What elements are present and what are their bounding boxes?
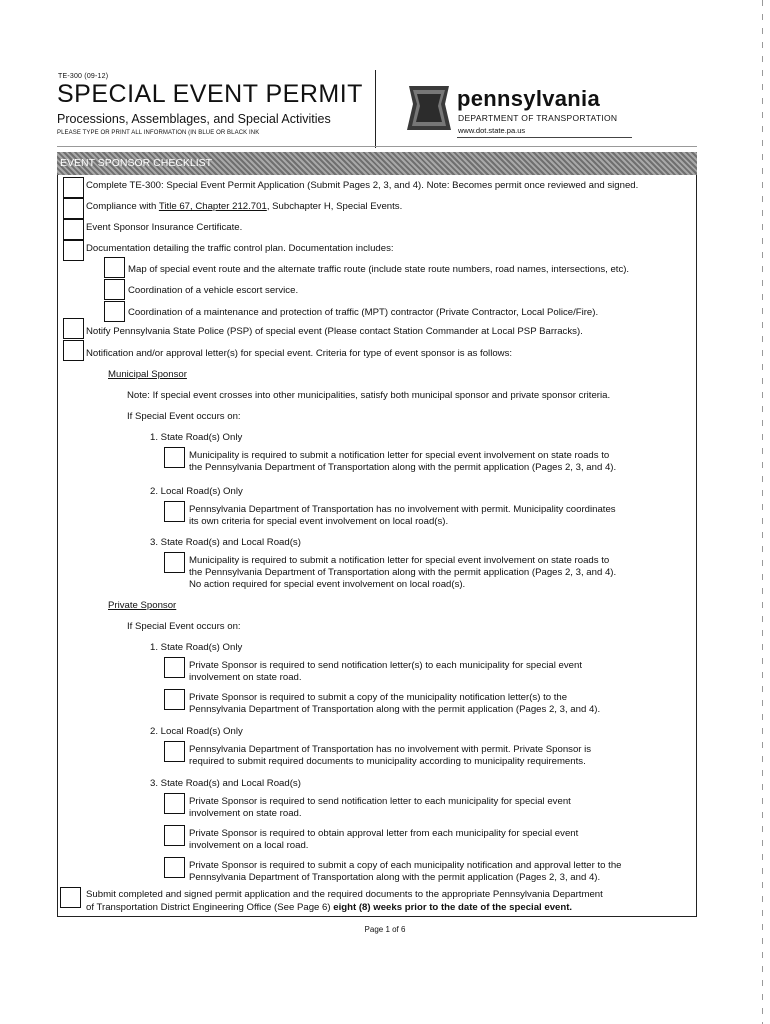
private-state-copy-line1: Private Sponsor is required to submit a copy of the municipality notification letter(s) to the — [189, 692, 568, 703]
checkbox-notify-psp[interactable] — [63, 318, 84, 339]
private-state-notify-line2: involvement on state road. — [189, 672, 302, 683]
checkbox-private-local-only[interactable] — [164, 741, 185, 762]
checkbox-municipal-local-only[interactable] — [164, 501, 185, 522]
municipal-note: Note: If special event crosses into other municipalities, satisfy both municipal sponsor and private sponsor criteria. — [127, 390, 611, 401]
municipal-state-local-line2: the Pennsylvania Department of Transportation along with the permit application (Pages 2, 3, and 4). — [189, 567, 617, 578]
item-complete-te300: Complete TE-300: Special Event Permit Application (Submit Pages 2, 3, and 4). Note: Becomes permit once reviewed and signed. — [86, 180, 639, 191]
checkbox-private-state-local-copy[interactable] — [164, 857, 185, 878]
section-title: EVENT SPONSOR CHECKLIST — [60, 157, 213, 169]
keystone-logo-icon — [405, 84, 453, 132]
submit-application-line1: Submit completed and signed permit application and the required documents to the appropriate Pennsylvania Department — [86, 889, 603, 900]
checkbox-notification-letters[interactable] — [63, 340, 84, 361]
scan-edge — [762, 0, 763, 1024]
item-notification-letters: Notification and/or approval letter(s) for special event. Criteria for type of event sponsor is as follows: — [86, 348, 513, 359]
municipal-occurs-label: If Special Event occurs on: — [127, 411, 241, 422]
header-rule — [57, 146, 697, 147]
ink-instruction: PLEASE TYPE OR PRINT ALL INFORMATION (IN BLUE OR BLACK INK — [57, 130, 260, 136]
private-state-local-copy-line1: Private Sponsor is required to submit a copy of each municipality notification and approval letter to the — [189, 860, 622, 871]
private-local-only-label: 2. Local Road(s) Only — [150, 726, 243, 737]
deadline-text: eight (8) weeks prior to the date of the special event. — [333, 902, 573, 913]
municipal-state-local-line3: No action required for special event involvement on local road(s). — [189, 579, 466, 590]
private-local-only-line2: required to submit required documents to municipality according to municipality requirements. — [189, 756, 586, 767]
private-state-local-approval-line2: involvement on a local road. — [189, 840, 309, 851]
department-name: DEPARTMENT OF TRANSPORTATION — [458, 113, 618, 123]
private-state-local-notify-line2: involvement on state road. — [189, 808, 302, 819]
checkbox-escort-service[interactable] — [104, 279, 125, 300]
form-number: TE-300 (09-12) — [58, 73, 109, 80]
checkbox-private-state-notify[interactable] — [164, 657, 185, 678]
municipal-state-only-line2: the Pennsylvania Department of Transportation along with the permit application (Pages 2, 3, and 4). — [189, 462, 617, 473]
title67-link[interactable]: Title 67, Chapter 212.701 — [158, 201, 267, 212]
item-route-map: Map of special event route and the alternate traffic route (include state route numbers, road names, intersections, etc). — [128, 264, 630, 275]
private-state-local-approval-line1: Private Sponsor is required to obtain approval letter from each municipality for special event — [189, 828, 579, 839]
private-local-only-line1: Pennsylvania Department of Transportation has no involvement with permit. Private Sponsor is — [189, 744, 592, 755]
checkbox-private-state-local-notify[interactable] — [164, 793, 185, 814]
municipal-local-only-line1: Pennsylvania Department of Transportation has no involvement with permit. Municipality coordinates — [189, 504, 616, 515]
item-traffic-control-plan: Documentation detailing the traffic control plan. Documentation includes: — [86, 243, 394, 254]
website-link[interactable]: www.dot.state.pa.us — [458, 126, 526, 135]
section-header — [57, 152, 697, 175]
item-insurance-certificate: Event Sponsor Insurance Certificate. — [86, 222, 243, 233]
brand-wordmark: pennsylvania — [457, 86, 600, 111]
checkbox-traffic-control-plan[interactable] — [63, 240, 84, 261]
item-notify-psp: Notify Pennsylvania State Police (PSP) of special event (Please contact Station Commander at Local PSP Barracks). — [86, 326, 583, 337]
municipal-local-only-label: 2. Local Road(s) Only — [150, 486, 243, 497]
checkbox-submit-application[interactable] — [60, 887, 81, 908]
municipal-state-only-line1: Municipality is required to submit a notification letter for special event involvement on state roads to — [189, 450, 610, 461]
submit-application-line2: of Transportation District Engineering Office (See Page 6) eight (8) weeks prior to the date of the special event. — [86, 902, 573, 913]
private-state-only-label: 1. State Road(s) Only — [150, 642, 243, 653]
checkbox-municipal-state-only[interactable] — [164, 447, 185, 468]
checkbox-private-state-copy[interactable] — [164, 689, 185, 710]
brand-rule — [457, 137, 632, 138]
checkbox-mpt-contractor[interactable] — [104, 301, 125, 322]
private-state-copy-line2: Pennsylvania Department of Transportation along with the permit application (Pages 2, 3, and 4). — [189, 704, 601, 715]
private-state-local-label: 3. State Road(s) and Local Road(s) — [150, 778, 301, 789]
page-number: Page 1 of 6 — [364, 925, 406, 934]
municipal-sponsor-heading: Municipal Sponsor — [108, 369, 187, 380]
private-occurs-label: If Special Event occurs on: — [127, 621, 241, 632]
page-subtitle: Processions, Assemblages, and Special Activities — [57, 112, 331, 126]
municipal-state-only-label: 1. State Road(s) Only — [150, 432, 243, 443]
municipal-local-only-line2: its own criteria for special event involvement on local road(s). — [189, 516, 449, 527]
item-compliance-title67: Compliance with Title 67, Chapter 212.701, Subchapter H, Special Events. — [86, 201, 403, 212]
item-mpt-contractor: Coordination of a maintenance and protection of traffic (MPT) contractor (Private Contractor, Local Police/Fire). — [128, 307, 599, 318]
private-state-notify-line1: Private Sponsor is required to send notification letter(s) to each municipality for special event — [189, 660, 583, 671]
private-state-local-copy-line2: Pennsylvania Department of Transportation along with the permit application (Pages 2, 3, and 4). — [189, 872, 601, 883]
private-sponsor-heading: Private Sponsor — [108, 600, 177, 611]
private-state-local-notify-line1: Private Sponsor is required to send notification letter to each municipality for special event — [189, 796, 571, 807]
checkbox-route-map[interactable] — [104, 257, 125, 278]
municipal-state-local-label: 3. State Road(s) and Local Road(s) — [150, 537, 301, 548]
checkbox-compliance-title67[interactable] — [63, 198, 84, 219]
municipal-state-local-line1: Municipality is required to submit a notification letter for special event involvement on state roads to — [189, 555, 610, 566]
checkbox-private-state-local-approval[interactable] — [164, 825, 185, 846]
header-divider — [375, 70, 376, 148]
item-escort-service: Coordination of a vehicle escort service. — [128, 285, 299, 296]
checkbox-municipal-state-local[interactable] — [164, 552, 185, 573]
checkbox-insurance-certificate[interactable] — [63, 219, 84, 240]
page-title: SPECIAL EVENT PERMIT — [57, 80, 363, 108]
checkbox-complete-te300[interactable] — [63, 177, 84, 198]
